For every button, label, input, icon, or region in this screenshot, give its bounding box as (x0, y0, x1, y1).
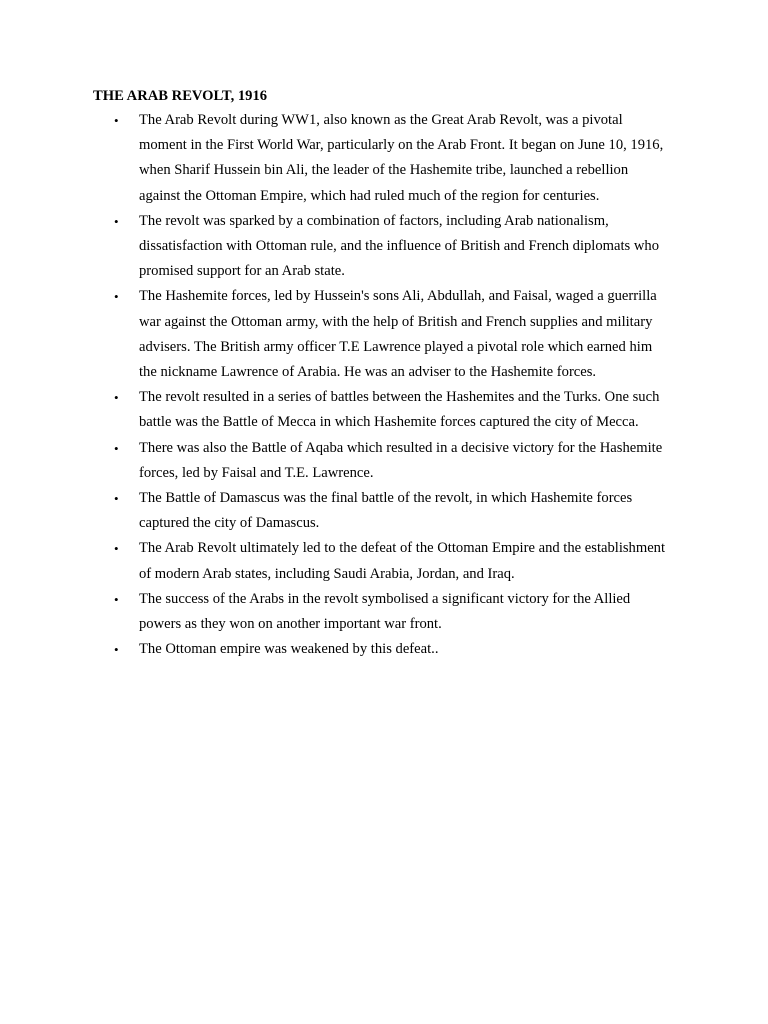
list-item (93, 284, 673, 385)
list-item-text: The Arab Revolt during WW1, also known as the Great Arab Revolt, was a pivotal moment in the First World War, particularly on the Arab Front. It began on June 10, 1916, when Sharif Hussein bin Ali, the leader of the Hashemite tribe, launched a rebellion against the Ottoman Empire, which had ruled much of the region for centuries. (139, 112, 664, 204)
bullet-icon: • (114, 591, 119, 607)
list-item (93, 108, 673, 209)
document-body (93, 86, 673, 662)
bullet-icon: • (114, 390, 119, 406)
list-item-text: The revolt resulted in a series of battles between the Hashemites and the Turks. One such battle was the Battle of Mecca in which Hashemite forces captured the city of Mecca. (139, 389, 660, 431)
bullet-icon: • (114, 642, 119, 658)
bullet-list (93, 108, 673, 662)
list-item (93, 209, 673, 285)
list-item-text: The success of the Arabs in the revolt symbolised a significant victory for the Allied powers as they won on another important war front. (139, 590, 631, 633)
list-item (93, 587, 673, 637)
document-title: THE ARAB REVOLT, 1916 (93, 88, 268, 104)
list-item (93, 486, 673, 536)
bullet-icon: • (114, 491, 119, 507)
bullet-icon: • (114, 289, 119, 305)
list-item-text: The Arab Revolt ultimately led to the defeat of the Ottoman Empire and the establishment of modern Arab states, including Saudi Arabia, Jordan, and Iraq. (139, 540, 666, 582)
list-item-text: The Hashemite forces, led by Hussein's sons Ali, Abdullah, and Faisal, waged a guerrilla war against the Ottoman army, with the help of British and French supplies and military advisers. The British army officer T.E Lawrence played a pivotal role which earned him the nickname Lawrence of Arabia. He was an adviser to the Hashemite forces. (139, 288, 657, 381)
list-item (93, 637, 673, 662)
list-item-text: The Battle of Damascus was the final battle of the revolt, in which Hashemite forces captured the city of Damascus. (139, 490, 633, 532)
list-item (93, 385, 673, 435)
list-item-text: There was also the Battle of Aqaba which resulted in a decisive victory for the Hashemite forces, led by Faisal and T.E. Lawrence. (139, 439, 663, 481)
bullet-icon: • (114, 440, 119, 456)
list-item (93, 536, 673, 586)
bullet-icon: • (114, 113, 119, 128)
bullet-icon: • (114, 213, 119, 229)
bullet-icon: • (114, 541, 119, 557)
list-item-text: The revolt was sparked by a combination of factors, including Arab nationalism, dissatisfaction with Ottoman rule, and the influence of British and French diplomats who promised support for an Arab state. (139, 212, 660, 280)
list-item-text: The Ottoman empire was weakened by this defeat.. (139, 641, 439, 658)
list-item (93, 436, 673, 486)
